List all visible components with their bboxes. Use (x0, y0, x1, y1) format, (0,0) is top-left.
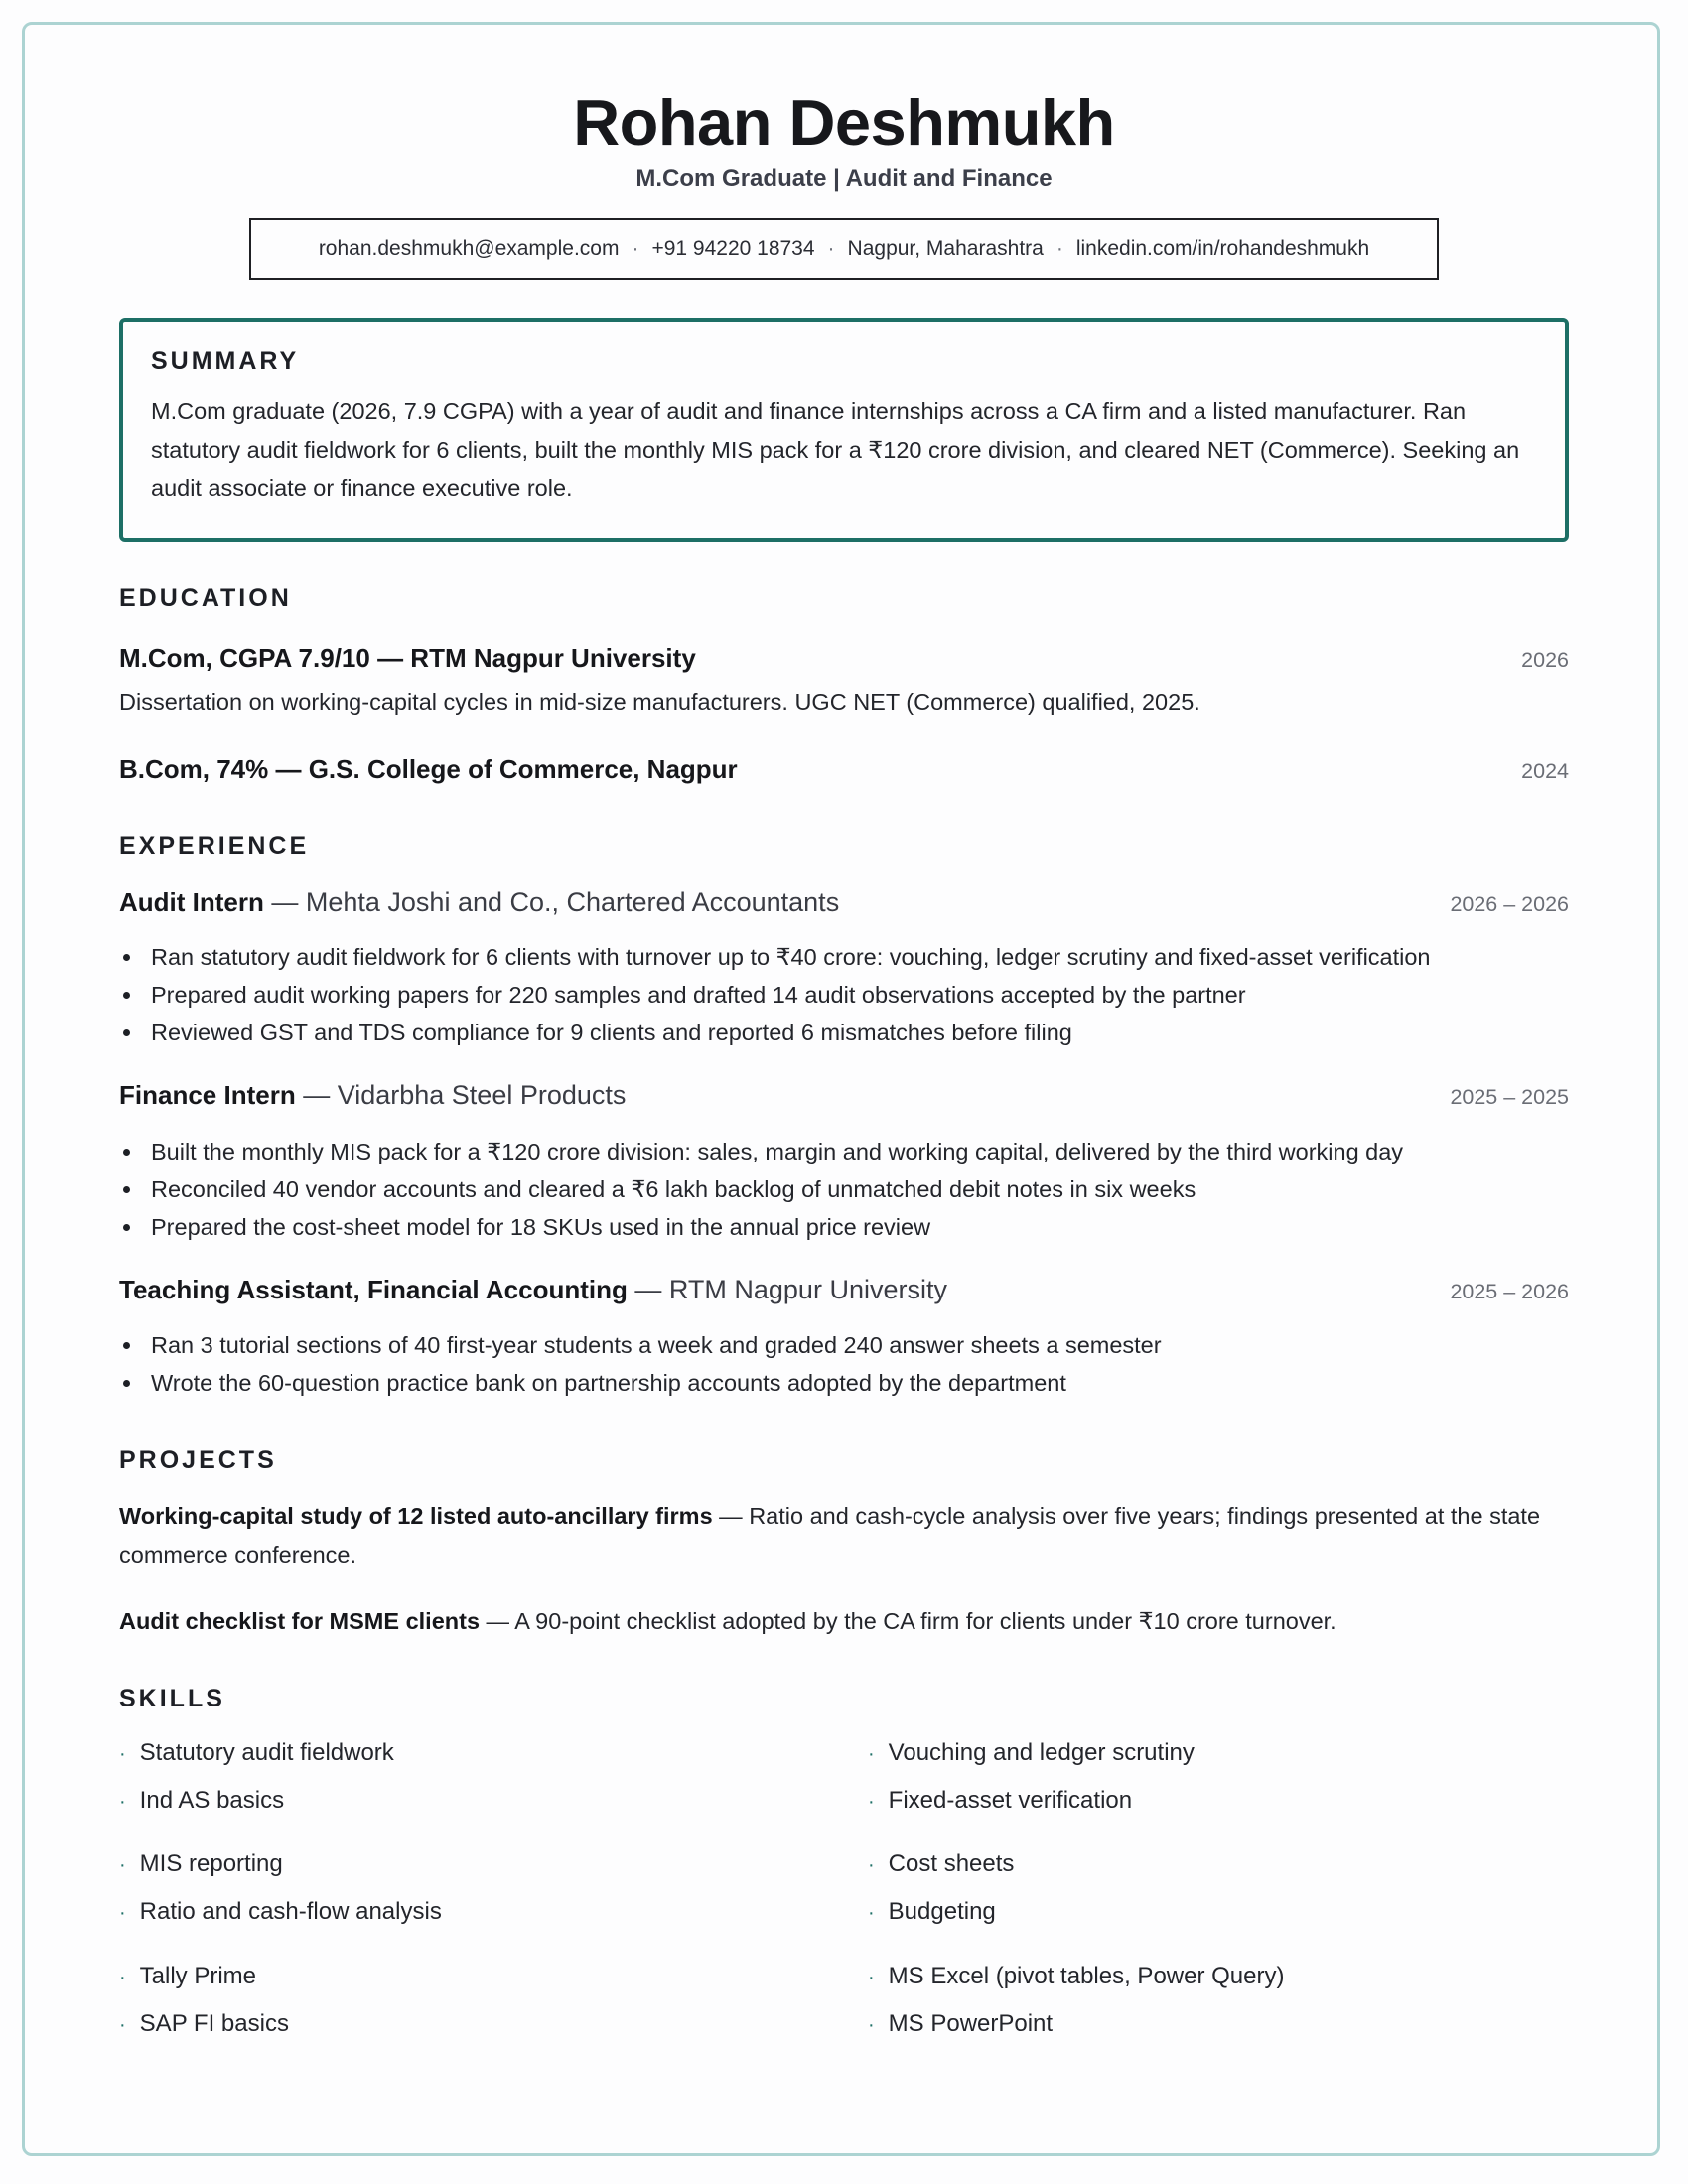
experience-bullet: Ran 3 tutorial sections of 40 first-year students a week and graded 240 answer sheets a semester (151, 1326, 1601, 1364)
contact-bar (249, 218, 1439, 280)
skill-item: · Tally Prime (119, 1963, 257, 1989)
skill-bullet: · (119, 1791, 126, 1813)
project-item (119, 1602, 1569, 1641)
contact-phone[interactable]: +91 94220 18734 (651, 237, 815, 260)
project-item (119, 1497, 1569, 1574)
experience-bullet: Wrote the 60-question practice bank on partnership accounts adopted by the department (151, 1364, 1601, 1402)
skill-item: · MS Excel (pivot tables, Power Query) (868, 1963, 1285, 1989)
skill-bullet: · (119, 1743, 126, 1765)
experience-bullet: Ran statutory audit fieldwork for 6 clients with turnover up to ₹40 crore: vouching, ledger scrutiny and fixed-asset verification (151, 938, 1601, 976)
skill-item: · Fixed-asset verification (868, 1787, 1133, 1814)
candidate-tagline: M.Com Graduate | Audit and Finance (635, 165, 1053, 192)
skill-bullet: · (868, 1743, 875, 1765)
projects-heading: PROJECTS (119, 1446, 277, 1474)
skill-item: · Cost sheets (868, 1850, 1015, 1877)
experience-bullet: Prepared the cost-sheet model for 18 SKUs used in the annual price review (151, 1208, 1601, 1246)
skill-bullet: · (119, 1902, 126, 1924)
skill-bullet: · (868, 1791, 875, 1813)
contact-separator: · (1055, 237, 1063, 260)
skill-item: · Statutory audit fieldwork (119, 1739, 394, 1766)
education-entry (119, 754, 1569, 785)
skill-bullet: · (868, 1902, 875, 1924)
skill-item: · Ind AS basics (119, 1787, 285, 1814)
skill-item: · MS PowerPoint (868, 2010, 1054, 2037)
experience-role: Teaching Assistant, Financial Accounting (119, 1275, 628, 1304)
experience-org: — RTM Nagpur University (627, 1275, 947, 1304)
skill-bullet: · (119, 1854, 126, 1876)
skill-bullet: · (868, 1967, 875, 1988)
candidate-name: Rohan Deshmukh (573, 86, 1115, 159)
summary-text: M.Com graduate (2026, 7.9 CGPA) with a year of audit and finance internships across a CA firm and a listed manufacturer. Ran statutory audit fieldwork for 6 clients, built the monthly MIS pack for a ₹120 crore division, and cleared NET (Commerce). Seeking an audit associate or finance executive role. (151, 398, 1520, 501)
experience-date: 2025 – 2025 (1450, 1085, 1569, 1109)
experience-bullet: Reviewed GST and TDS compliance for 9 clients and reported 6 mismatches before filing (151, 1014, 1601, 1051)
contact-linkedin[interactable]: linkedin.com/in/rohandeshmukh (1075, 237, 1370, 260)
contact-separator: · (632, 237, 639, 260)
skill-item: · Ratio and cash-flow analysis (119, 1898, 442, 1925)
summary-section (119, 318, 1569, 542)
project-description: — A 90-point checklist adopted by the CA firm for clients under ₹10 crore turnover. (480, 1608, 1336, 1634)
skill-bullet: · (868, 1854, 875, 1876)
skill-item: · MIS reporting (119, 1850, 283, 1877)
experience-bullet: Built the monthly MIS pack for a ₹120 crore division: sales, margin and working capital, delivered by the third working day (151, 1133, 1601, 1170)
project-description: — Ratio and cash-cycle analysis over five years; findings presented at the state commerce conference. (119, 1503, 1541, 1568)
education-title: M.Com, CGPA 7.9/10 — RTM Nagpur University (119, 643, 696, 673)
education-date: 2026 (1521, 648, 1569, 672)
contact-location: Nagpur, Maharashtra (847, 237, 1044, 260)
skill-bullet: · (119, 2014, 126, 2036)
experience-bullet: Reconciled 40 vendor accounts and cleared a ₹6 lakh backlog of unmatched debit notes in six weeks (151, 1170, 1601, 1208)
experience-entry-header (119, 887, 1569, 918)
education-date: 2024 (1521, 759, 1569, 783)
education-title: B.Com, 74% — G.S. College of Commerce, Nagpur (119, 754, 738, 784)
experience-bullets (119, 1326, 1601, 1402)
experience-role: Audit Intern (119, 887, 264, 917)
experience-bullets (119, 938, 1601, 1051)
contact-separator: · (827, 237, 835, 260)
experience-bullet: Prepared audit working papers for 220 samples and drafted 14 audit observations accepted by the partner (151, 976, 1601, 1014)
skill-item: · SAP FI basics (119, 2010, 289, 2037)
education-heading: EDUCATION (119, 584, 292, 612)
experience-org: — Mehta Joshi and Co., Chartered Accountants (263, 887, 840, 917)
summary-heading: SUMMARY (151, 347, 300, 375)
education-description: Dissertation on working-capital cycles in mid-size manufacturers. UGC NET (Commerce) qualified, 2025. (119, 689, 1200, 715)
project-title: Working-capital study of 12 listed auto-ancillary firms (119, 1503, 713, 1529)
experience-role: Finance Intern (119, 1080, 296, 1110)
experience-org: — Vidarbha Steel Products (295, 1080, 627, 1110)
contact-email[interactable]: rohan.deshmukh@example.com (318, 237, 620, 260)
skills-heading: SKILLS (119, 1685, 225, 1712)
skill-bullet: · (868, 2014, 875, 2036)
skill-item: · Budgeting (868, 1898, 996, 1925)
project-title: Audit checklist for MSME clients (119, 1608, 481, 1634)
experience-entry-header (119, 1275, 1569, 1305)
experience-date: 2025 – 2026 (1450, 1280, 1569, 1303)
skill-item: · Vouching and ledger scrutiny (868, 1739, 1195, 1766)
education-entry (119, 643, 1569, 674)
experience-heading: EXPERIENCE (119, 832, 310, 860)
experience-entry-header (119, 1080, 1569, 1111)
experience-date: 2026 – 2026 (1450, 892, 1569, 916)
experience-bullets (119, 1133, 1601, 1246)
skill-bullet: · (119, 1967, 126, 1988)
